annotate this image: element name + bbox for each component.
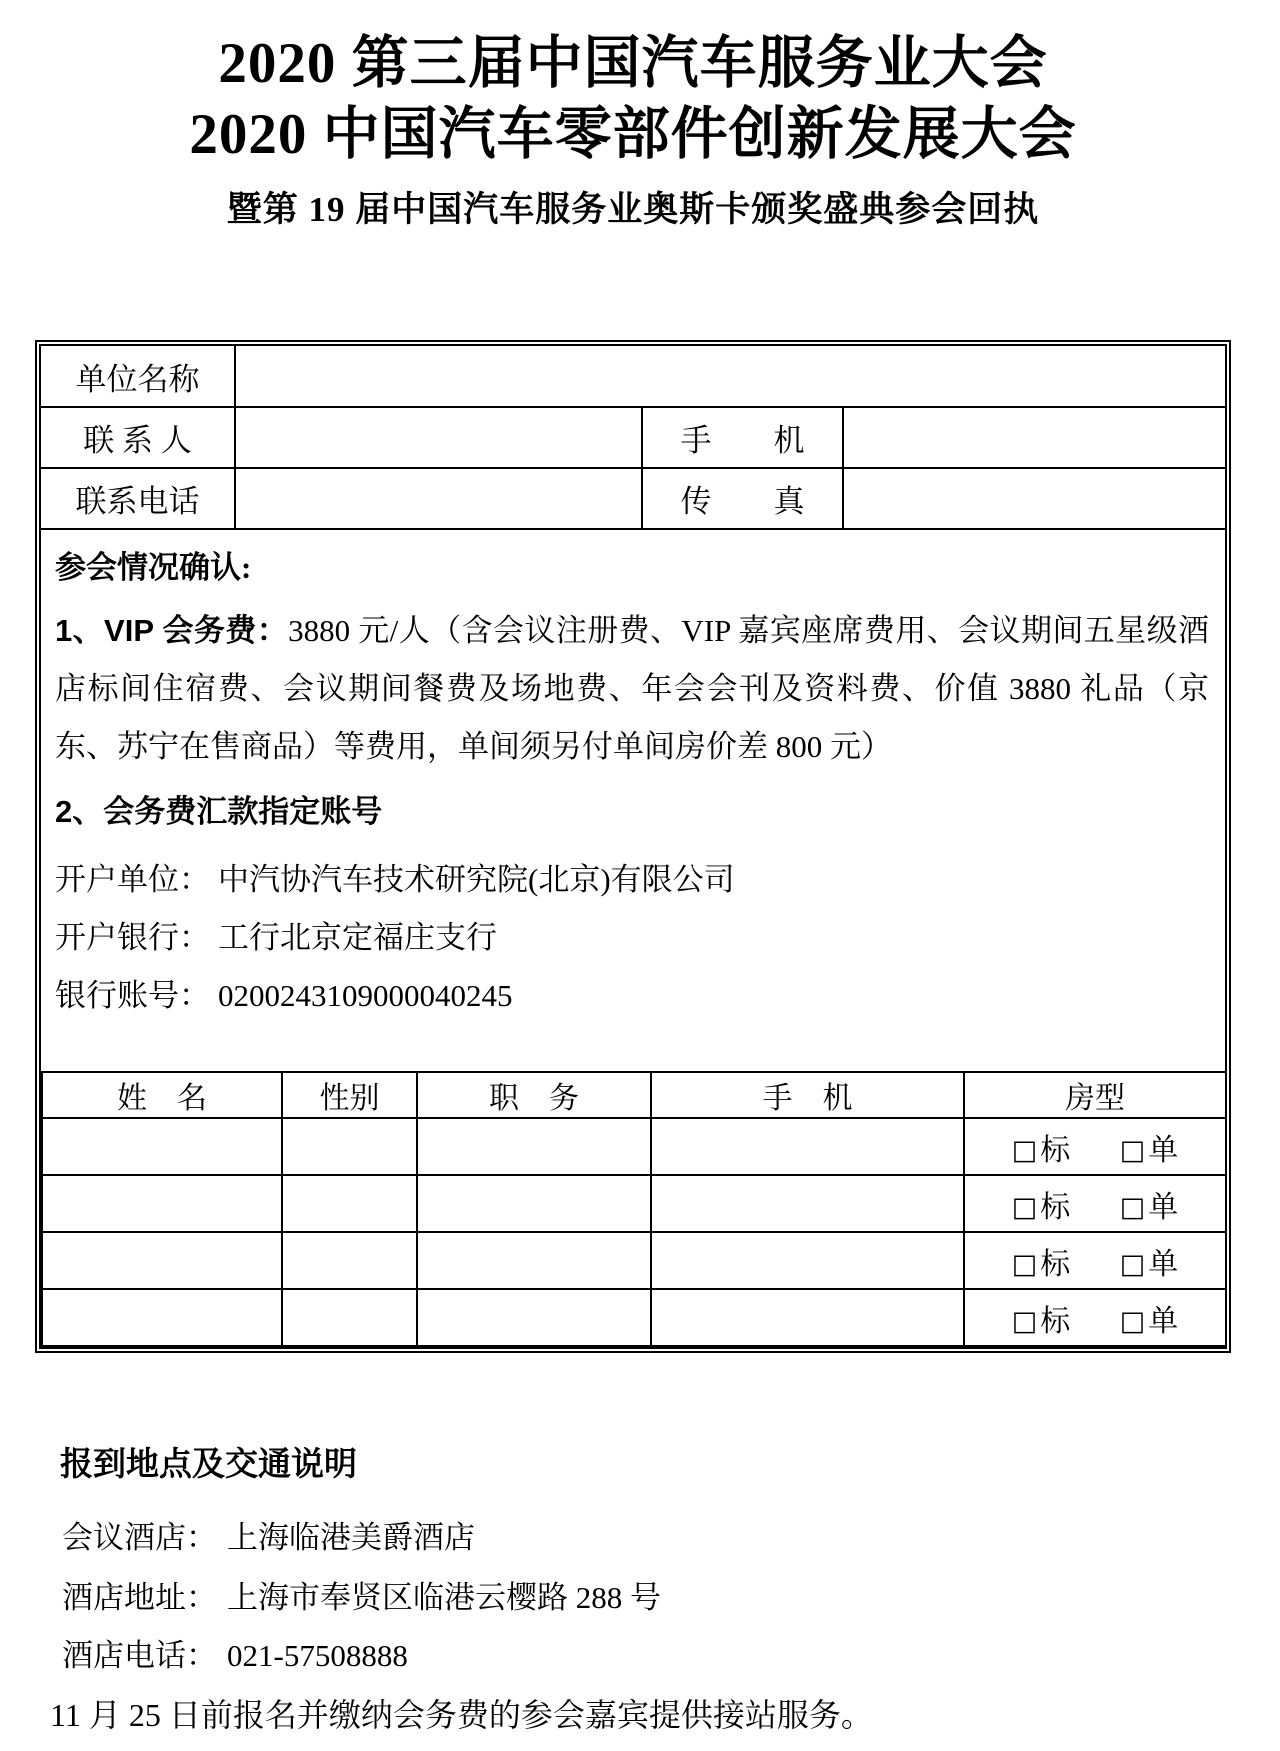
phone-field[interactable] [235, 468, 642, 529]
title-field[interactable] [417, 1289, 651, 1346]
header-name: 姓 名 [42, 1072, 282, 1118]
fax-label: 传 真 [642, 468, 843, 529]
attendee-table [41, 1071, 1227, 1347]
bank-account-value: 0200243109000040245 [218, 978, 513, 1013]
phone-label: 联系电话 [41, 468, 235, 529]
address-line [62, 1572, 661, 1617]
page-title-line2: 2020 中国汽车零部件创新发展大会 [189, 103, 1077, 166]
single-room-label: 单 [1148, 1133, 1179, 1167]
hotel-label: 会议酒店： [62, 1520, 217, 1555]
contact-row [41, 407, 1225, 468]
vip-fee-text: 3880 元/人（含会议注册费、VIP 嘉宾座席费用、会议期间五星级酒店标间住宿费、会议期间餐费及场地费、年会会刊及资料费、价值 3880 礼品（京东、苏宁在售商品）等费用，单间须另付单间房价差 800 元） [55, 613, 1209, 764]
standard-room-label: 标 [1040, 1304, 1071, 1338]
room-type-cell [964, 1175, 1226, 1232]
header-mobile: 手 机 [651, 1072, 964, 1118]
fax-field[interactable] [843, 468, 1225, 529]
gender-field[interactable] [282, 1175, 417, 1232]
company-name-label: 单位名称 [41, 346, 235, 407]
hotel-phone-line [62, 1630, 408, 1675]
name-field[interactable] [42, 1118, 282, 1175]
bank-name-label: 开户银行： [55, 920, 210, 955]
name-field[interactable] [42, 1289, 282, 1346]
page-title-line1: 2020 第三届中国汽车服务业大会 [218, 32, 1048, 95]
single-room-checkbox[interactable]: □ [1119, 1191, 1146, 1223]
pickup-service-note: 11 月 25 日前报名并缴纳会务费的参会嘉宾提供接站服务。 [50, 1697, 873, 1733]
contact-person-field[interactable] [235, 407, 642, 468]
form-box [35, 340, 1231, 1353]
mobile-field[interactable] [651, 1289, 964, 1346]
standard-room-checkbox[interactable]: □ [1011, 1191, 1038, 1223]
address-label: 酒店地址： [62, 1580, 217, 1615]
single-room-checkbox[interactable]: □ [1119, 1248, 1146, 1280]
standard-room-option [1012, 1182, 1071, 1226]
title-field[interactable] [417, 1175, 651, 1232]
gender-field[interactable] [282, 1232, 417, 1289]
hotel-line [62, 1512, 475, 1557]
standard-room-checkbox[interactable]: □ [1011, 1248, 1038, 1280]
remittance-heading: 2、会务费汇款指定账号 [55, 794, 383, 829]
title-field[interactable] [417, 1232, 651, 1289]
bank-account-line [55, 970, 1209, 1013]
standard-room-label: 标 [1040, 1247, 1071, 1281]
company-name-field[interactable] [235, 346, 1225, 407]
single-room-checkbox[interactable]: □ [1119, 1305, 1146, 1337]
phone-row [41, 468, 1225, 529]
single-room-option [1120, 1239, 1179, 1283]
standard-room-option [1012, 1239, 1071, 1283]
title-block [35, 28, 1231, 232]
room-type-cell [964, 1232, 1226, 1289]
room-type-cell [964, 1118, 1226, 1175]
attendee-row [42, 1289, 1226, 1346]
single-room-option [1120, 1296, 1179, 1340]
standard-room-checkbox[interactable]: □ [1011, 1134, 1038, 1166]
arrival-heading: 报到地点及交通说明 [60, 1445, 357, 1482]
standard-room-label: 标 [1040, 1190, 1071, 1224]
name-field[interactable] [42, 1232, 282, 1289]
contact-table [41, 346, 1225, 530]
name-field[interactable] [42, 1175, 282, 1232]
vip-fee-lead: 1、VIP 会务费： [55, 613, 289, 648]
attendee-row [42, 1175, 1226, 1232]
single-room-checkbox[interactable]: □ [1119, 1134, 1146, 1166]
single-room-label: 单 [1148, 1247, 1179, 1281]
company-row [41, 346, 1225, 407]
mobile-field[interactable] [651, 1232, 964, 1289]
attendee-row [42, 1232, 1226, 1289]
standard-room-checkbox[interactable]: □ [1011, 1305, 1038, 1337]
confirmation-section [41, 530, 1225, 1013]
mobile-field[interactable] [651, 1118, 964, 1175]
single-room-label: 单 [1148, 1304, 1179, 1338]
standard-room-option [1012, 1125, 1071, 1169]
title-field[interactable] [417, 1118, 651, 1175]
hotel-value: 上海临港美爵酒店 [227, 1520, 475, 1555]
contact-person-label: 联 系 人 [41, 407, 235, 468]
confirmation-heading: 参会情况确认: [55, 550, 252, 585]
header-room-type: 房型 [964, 1072, 1226, 1118]
account-holder-value: 中汽协汽车技术研究院(北京)有限公司 [218, 862, 735, 897]
single-room-label: 单 [1148, 1190, 1179, 1224]
hotel-phone-value: 021-57508888 [227, 1638, 408, 1673]
gender-field[interactable] [282, 1118, 417, 1175]
single-room-option [1120, 1125, 1179, 1169]
single-room-option [1120, 1182, 1179, 1226]
room-type-cell [964, 1289, 1226, 1346]
attendee-row [42, 1118, 1226, 1175]
account-holder-label: 开户单位： [55, 862, 210, 897]
header-gender: 性别 [282, 1072, 417, 1118]
standard-room-label: 标 [1040, 1133, 1071, 1167]
header-title: 职 务 [417, 1072, 651, 1118]
hotel-phone-label: 酒店电话： [62, 1638, 217, 1673]
address-value: 上海市奉贤区临港云樱路 288 号 [227, 1580, 661, 1615]
bank-name-line [55, 912, 1209, 955]
bank-account-label: 银行账号： [55, 978, 210, 1013]
account-holder-line [55, 854, 1209, 897]
standard-room-option [1012, 1296, 1071, 1340]
page-subtitle: 暨第 19 届中国汽车服务业奥斯卡颁奖盛典参会回执 [226, 190, 1040, 229]
vip-fee-paragraph [55, 602, 1209, 776]
mobile-field[interactable] [651, 1175, 964, 1232]
gender-field[interactable] [282, 1289, 417, 1346]
mobile-field[interactable] [843, 407, 1225, 468]
attendee-header-row [42, 1072, 1226, 1118]
bank-name-value: 工行北京定福庄支行 [218, 920, 497, 955]
mobile-label: 手 机 [642, 407, 843, 468]
